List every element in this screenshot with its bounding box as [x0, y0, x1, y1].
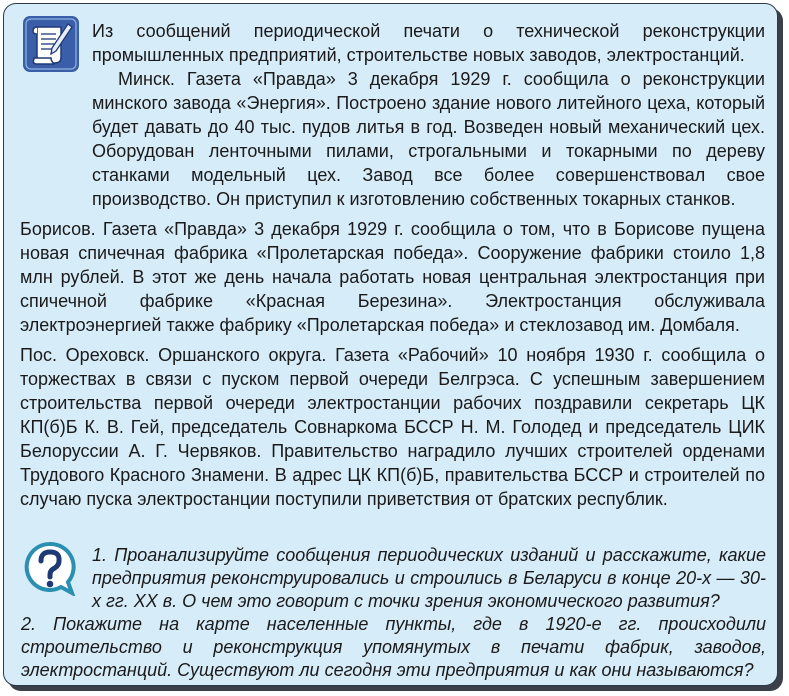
source-text: [20, 19, 765, 517]
paragraph-minsk: Минск. Газета «Правда» 3 декабря 1929 г. сообщила о реконструкции минского завода «Энергия». Построено здание нового литейного цеха, который будет давать до 40 тыс. пудов литья в год. Возведен новый механический цех. Оборудован ленточными пилами, строгальными и токарными по дереву станками модельный цех. Завод все более совершенствовал свое производство. Он приступил к изготовлению собственных токарных станков.: [92, 69, 765, 209]
question-1: 1. Проанализируйте сообщения периодических изданий и расскажите, какие предприятия реконструировались и строились в Беларуси в конце 20-х — 30-х гг. XX в. О чем это говорит с точки зрения экономического развития?: [92, 545, 766, 611]
paragraph-borisov: Борисов. Газета «Правда» 3 декабря 1929 г. сообщила о том, что в Борисове пущена новая спичечная фабрика «Пролетарская победа». Сооружение фабрики стоило 1,8 млн рублей. В этот же день начала работать новая центральная электростанция при спичечной фабрике «Красная Березина». Электростанция обслуживала электроэнергией также фабрику «Пролетарская победа» и стеклозавод им. Домбаля.: [20, 219, 765, 335]
scroll-document-icon: [22, 15, 80, 73]
intro-text: Из сообщений периодической печати о технической реконструкции промышленных предприятий, строительстве новых заводов, электростанций.: [92, 21, 765, 65]
question-2: 2. Покажите на карте населенные пункты, где в 1920-е гг. происходили строительство и реконструкция упомянутых в печати фабрик, заводов, электростанций. Существуют ли сегодня эти предприятия и как они называются?: [21, 614, 766, 680]
paragraph-orekhovsk: Пос. Ореховск. Оршанского округа. Газета «Рабочий» 10 ноября 1930 г. сообщила о торжествах в связи с пуском первой очереди Белгрэса. С успешным завершением строительства первой очереди электростанции рабочих поздравили секретарь ЦК КП(б)Б К. В. Гей, председатель Совнаркома БССР Н. М. Голодед и председатель ЦИК Белоруссии А. Г. Червяков. Правительство наградило лучших строителей орденами Трудового Красного Знамени. В адрес ЦК КП(б)Б, правительства БССР и строителей по случаю пуска электростанции поступили приветствия от братских республик.: [20, 345, 765, 509]
document-panel: [3, 3, 778, 686]
questions-block: [21, 544, 766, 682]
